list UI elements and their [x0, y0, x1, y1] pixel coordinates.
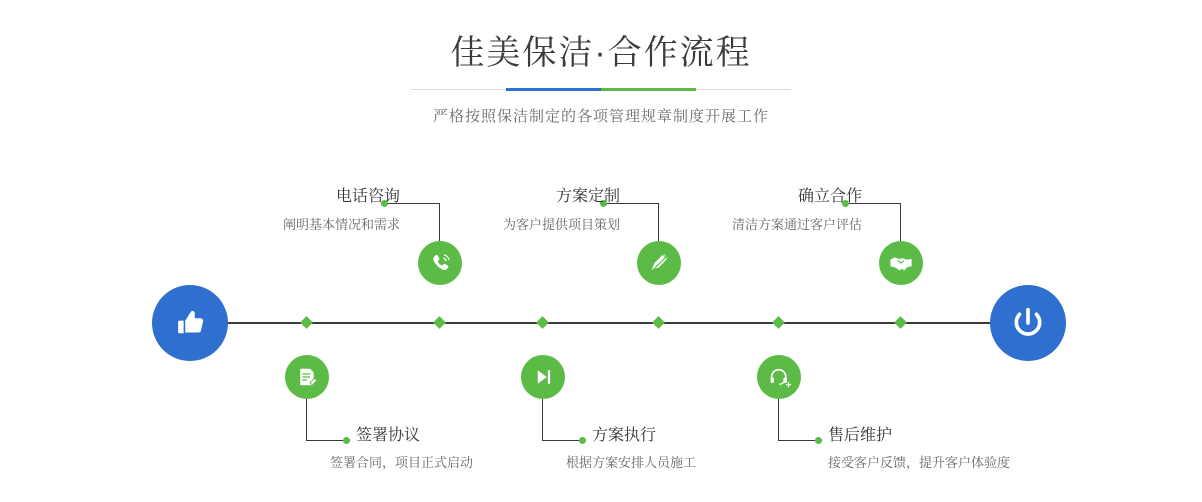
step-node-1 [418, 241, 462, 285]
step-node-5 [879, 241, 923, 285]
step-desc-wrap-2 [330, 450, 473, 474]
step-node-6 [757, 355, 801, 399]
timeline-end-badge [990, 285, 1066, 361]
step-connector-dot-4 [579, 437, 586, 444]
step-desc-wrap-3 [430, 212, 620, 236]
title-divider [411, 88, 791, 91]
step-axis-marker-5 [894, 316, 907, 329]
phone-call-icon [427, 250, 453, 276]
step-connector-5-vertical [900, 203, 901, 241]
step-title-6: 售后维护 [828, 427, 893, 444]
step-title-4: 方案执行 [592, 427, 657, 444]
step-connector-2-horizontal [306, 440, 346, 441]
page-title: 佳美保洁·合作流程 [450, 34, 752, 72]
step-desc-wrap-6 [828, 450, 1010, 474]
step-desc-3: 为客户提供项目策划 [502, 217, 620, 232]
document-edit-icon [295, 365, 319, 389]
step-connector-2-vertical [306, 399, 307, 440]
step-node-3 [637, 241, 681, 285]
step-connector-dot-2 [343, 437, 350, 444]
step-desc-wrap-1 [210, 212, 400, 236]
step-node-2 [285, 355, 329, 399]
diagram-header [0, 30, 1202, 126]
step-label-6 [828, 425, 892, 447]
step-label-5 [712, 186, 862, 208]
step-label-1 [250, 186, 400, 208]
step-label-3 [470, 186, 620, 208]
step-desc-wrap-5 [672, 212, 862, 236]
step-connector-4-vertical [542, 399, 543, 440]
step-connector-3-vertical [658, 203, 659, 241]
step-desc-2: 签署合同，项目正式启动 [330, 455, 474, 470]
step-axis-marker-1 [433, 316, 446, 329]
step-axis-marker-2 [300, 316, 313, 329]
step-desc-5: 清洁方案通过客户评估 [731, 217, 862, 232]
page-subtitle: 严格按照保洁制定的各项管理规章制度开展工作 [432, 108, 769, 125]
step-desc-1: 阐明基本情况和需求 [282, 217, 400, 232]
step-connector-dot-6 [815, 437, 822, 444]
pen-ruler-icon [647, 251, 672, 276]
divider-green-segment [601, 88, 696, 91]
step-title-2: 签署协议 [356, 427, 421, 444]
power-icon [1008, 303, 1048, 343]
step-connector-6-horizontal [778, 440, 818, 441]
step-label-4 [592, 425, 656, 447]
thumbs-up-icon [171, 304, 209, 342]
step-desc-4: 根据方案安排人员施工 [566, 455, 697, 470]
divider-blue-segment [506, 88, 601, 91]
step-node-4 [521, 355, 565, 399]
step-axis-marker-6 [772, 316, 785, 329]
step-label-2 [356, 425, 420, 447]
step-axis-marker-3 [652, 316, 665, 329]
step-title-1: 电话咨询 [335, 188, 400, 205]
step-desc-wrap-4 [566, 450, 696, 474]
step-connector-4-horizontal [542, 440, 582, 441]
headset-support-icon [767, 365, 792, 390]
handshake-icon [888, 250, 914, 276]
step-title-5: 确立合作 [797, 188, 862, 205]
step-title-3: 方案定制 [555, 188, 620, 205]
timeline-start-badge [152, 285, 228, 361]
play-skip-icon [531, 365, 555, 389]
step-axis-marker-4 [536, 316, 549, 329]
step-connector-6-vertical [778, 399, 779, 440]
step-desc-6: 接受客户反馈，提升客户体验度 [828, 455, 1011, 470]
